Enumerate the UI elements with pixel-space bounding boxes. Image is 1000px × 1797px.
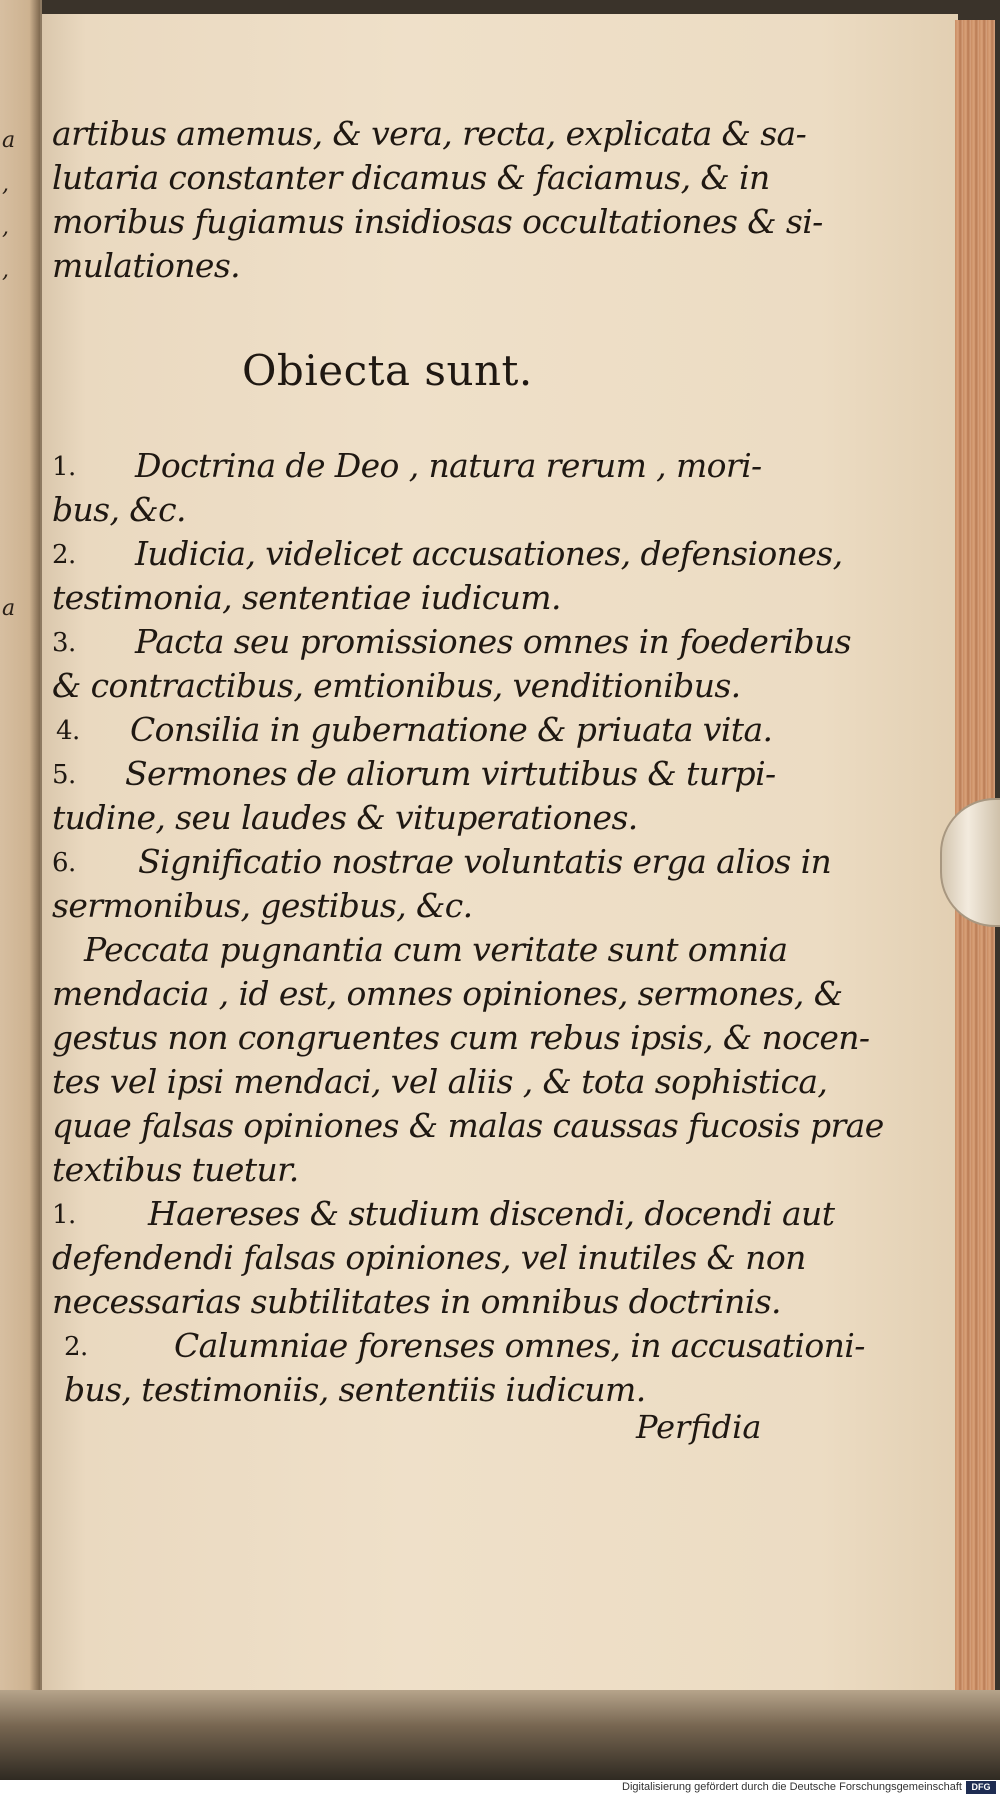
text-line: mulationes. (52, 246, 241, 285)
text-line: mendacia , id est, omnes opiniones, sermones, & (52, 974, 843, 1013)
item-number: 4. (56, 716, 80, 746)
text-line: Iudicia, videlicet accusationes, defensiones, (135, 534, 843, 573)
text-line: Sermones de aliorum virtutibus & turpi- (125, 754, 776, 793)
facing-page-edge (0, 0, 42, 1700)
item-number: 1. (52, 1200, 76, 1230)
text-line: tudine, seu laudes & vituperationes. (52, 798, 638, 837)
text-line: quae falsas opiniones & malas caussas fucosis prae (52, 1106, 884, 1145)
text-line: Pacta seu promissiones omnes in foederibus (135, 622, 851, 661)
left-margin-mark: , (2, 215, 9, 240)
text-line: lutaria constanter dicamus & faciamus, & in (52, 158, 770, 197)
left-margin-mark: , (2, 258, 9, 283)
item-number: 1. (52, 452, 76, 482)
text-line: Haereses & studium discendi, docendi aut (148, 1194, 835, 1233)
gutter-line (40, 0, 42, 1700)
text-line: bus, testimoniis, sententiis iudicum. (64, 1370, 646, 1409)
text-line: artibus amemus, & vera, recta, explicata & sa- (52, 114, 807, 153)
text-line: Significatio nostrae voluntatis erga alios in (138, 842, 832, 881)
text-line: testimonia, sententiae iudicum. (52, 578, 561, 617)
text-line: tes vel ipsi mendaci, vel aliis , & tota sophistica, (52, 1062, 828, 1101)
item-number: 2. (64, 1332, 88, 1362)
book-cover-bottom (0, 1690, 1000, 1780)
text-line: Calumniae forenses omnes, in accusationi- (174, 1326, 865, 1365)
footer-credit: Digitalisierung gefördert durch die Deutsche Forschungsgemeinschaft (622, 1781, 962, 1793)
left-margin-mark: , (2, 172, 9, 197)
text-line: textibus tuetur. (52, 1150, 299, 1189)
item-number: 3. (52, 628, 76, 658)
item-number: 2. (52, 540, 76, 570)
item-number: 5. (52, 760, 76, 790)
text-line: bus, &c. (52, 490, 186, 529)
item-number: 6. (52, 848, 76, 878)
catchword: Perfidia (636, 1408, 762, 1446)
text-line: defendendi falsas opiniones, vel inutiles & non (52, 1238, 806, 1277)
text-line: & contractibus, emtionibus, venditionibus. (52, 666, 741, 705)
text-line: Consilia in gubernatione & priuata vita. (130, 710, 773, 749)
section-heading: Obiecta sunt. (242, 346, 533, 395)
left-margin-mark: a (2, 596, 16, 621)
text-line: moribus fugiamus insidiosas occultationes & si- (52, 202, 823, 241)
text-line: Doctrina de Deo , natura rerum , mori- (135, 446, 762, 485)
text-line: necessarias subtilitates in omnibus doctrinis. (52, 1282, 781, 1321)
text-line: sermonibus, gestibus, &c. (52, 886, 473, 925)
text-line: Peccata pugnantia cum veritate sunt omnia (84, 930, 788, 969)
dfg-logo: DFG (966, 1781, 996, 1794)
text-line: gestus non congruentes cum rebus ipsis, & nocen- (52, 1018, 870, 1057)
left-margin-mark: a (2, 128, 16, 153)
